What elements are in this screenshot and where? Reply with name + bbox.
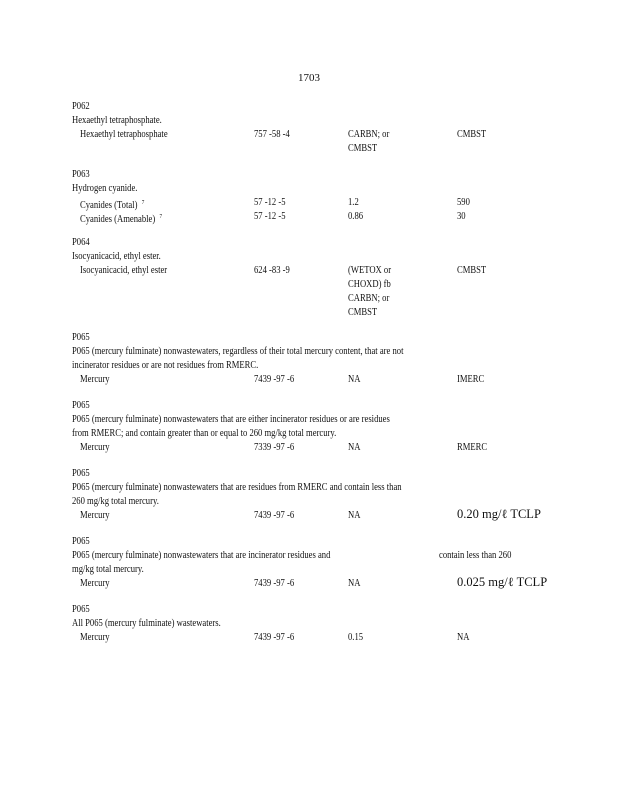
waste-description: P065 (mercury fulminate) nonwastewaters that are incinerator residues and <box>72 550 331 561</box>
nonwastewater-standard: CMBST <box>457 265 487 276</box>
wastewater-standard: NA <box>348 510 361 521</box>
waste-code: P065 <box>72 604 90 615</box>
waste-code: P062 <box>72 101 90 112</box>
constituent-name: Mercury <box>80 374 110 385</box>
wastewater-standard-cont: CARBN; or <box>348 293 390 304</box>
wastewater-standard: NA <box>348 442 361 453</box>
waste-code: P064 <box>72 237 90 248</box>
wastewater-standard-cont: CMBST <box>348 143 378 154</box>
nonwastewater-standard: 590 <box>457 197 470 208</box>
waste-description-cont: incinerator residues or are not residues from RMERC. <box>72 360 259 371</box>
waste-description: All P065 (mercury fulminate) wastewaters. <box>72 618 221 629</box>
nonwastewater-standard: CMBST <box>457 129 487 140</box>
cas-number: 57 -12 -5 <box>254 197 286 208</box>
constituent-name: Mercury <box>80 578 110 589</box>
waste-description-cont: 260 mg/kg total mercury. <box>72 496 159 507</box>
constituent-name: Mercury <box>80 510 110 521</box>
waste-description-right: contain less than 260 <box>439 550 512 561</box>
nonwastewater-standard: 0.20 mg/ℓ TCLP <box>457 507 541 521</box>
nonwastewater-standard: NA <box>457 632 470 643</box>
wastewater-standard: 0.15 <box>348 632 364 643</box>
cas-number: 7439 -97 -6 <box>254 632 295 643</box>
cas-number: 7439 -97 -6 <box>254 374 295 385</box>
cas-number: 7339 -97 -6 <box>254 442 295 453</box>
waste-description: P065 (mercury fulminate) nonwastewaters that are residues from RMERC and contain less than <box>72 482 402 493</box>
constituent-name: Hexaethyl tetraphosphate <box>80 129 168 140</box>
page-number: 1703 <box>298 72 320 84</box>
waste-description: Isocyanicacid, ethyl ester. <box>72 251 161 262</box>
waste-code: P065 <box>72 400 90 411</box>
wastewater-standard: NA <box>348 374 361 385</box>
waste-description: Hydrogen cyanide. <box>72 183 138 194</box>
waste-description-cont: mg/kg total mercury. <box>72 564 144 575</box>
waste-code: P065 <box>72 468 90 479</box>
constituent-name: Isocyanicacid, ethyl ester <box>80 265 168 276</box>
cas-number: 7439 -97 -6 <box>254 578 295 589</box>
cas-number: 624 -83 -9 <box>254 265 290 276</box>
waste-description: Hexaethyl tetraphosphate. <box>72 115 162 126</box>
waste-code: P065 <box>72 536 90 547</box>
waste-description: P065 (mercury fulminate) nonwastewaters, regardless of their total mercury content, that are not <box>72 346 404 357</box>
waste-description-cont: from RMERC; and contain greater than or equal to 260 mg/kg total mercury. <box>72 428 337 439</box>
wastewater-standard: 1.2 <box>348 197 359 208</box>
footnote-marker: 7 <box>159 214 163 220</box>
wastewater-standard: 0.86 <box>348 211 364 222</box>
constituent-name: Mercury <box>80 442 110 453</box>
footnote-marker: 7 <box>141 200 145 206</box>
constituent-name: Cyanides (Total) $^7$ <box>80 200 145 211</box>
constituent-name: Cyanides (Amenable) $^7$ <box>80 214 163 225</box>
wastewater-standard-cont: CMBST <box>348 307 378 318</box>
waste-description: P065 (mercury fulminate) nonwastewaters that are either incinerator residues or are residues <box>72 414 390 425</box>
nonwastewater-standard: RMERC <box>457 442 488 453</box>
cas-number: 7439 -97 -6 <box>254 510 295 521</box>
nonwastewater-standard: 30 <box>457 211 466 222</box>
constituent-name: Mercury <box>80 632 110 643</box>
cas-number: 57 -12 -5 <box>254 211 286 222</box>
nonwastewater-standard: 0.025 mg/ℓ TCLP <box>457 575 548 589</box>
wastewater-standard: CARBN; or <box>348 129 390 140</box>
waste-code: P065 <box>72 332 90 343</box>
nonwastewater-standard: IMERC <box>457 374 485 385</box>
wastewater-standard: NA <box>348 578 361 589</box>
wastewater-standard: (WETOX or <box>348 265 392 276</box>
wastewater-standard-cont: CHOXD) fb <box>348 279 391 290</box>
cas-number: 757 -58 -4 <box>254 129 290 140</box>
waste-code: P063 <box>72 169 90 180</box>
